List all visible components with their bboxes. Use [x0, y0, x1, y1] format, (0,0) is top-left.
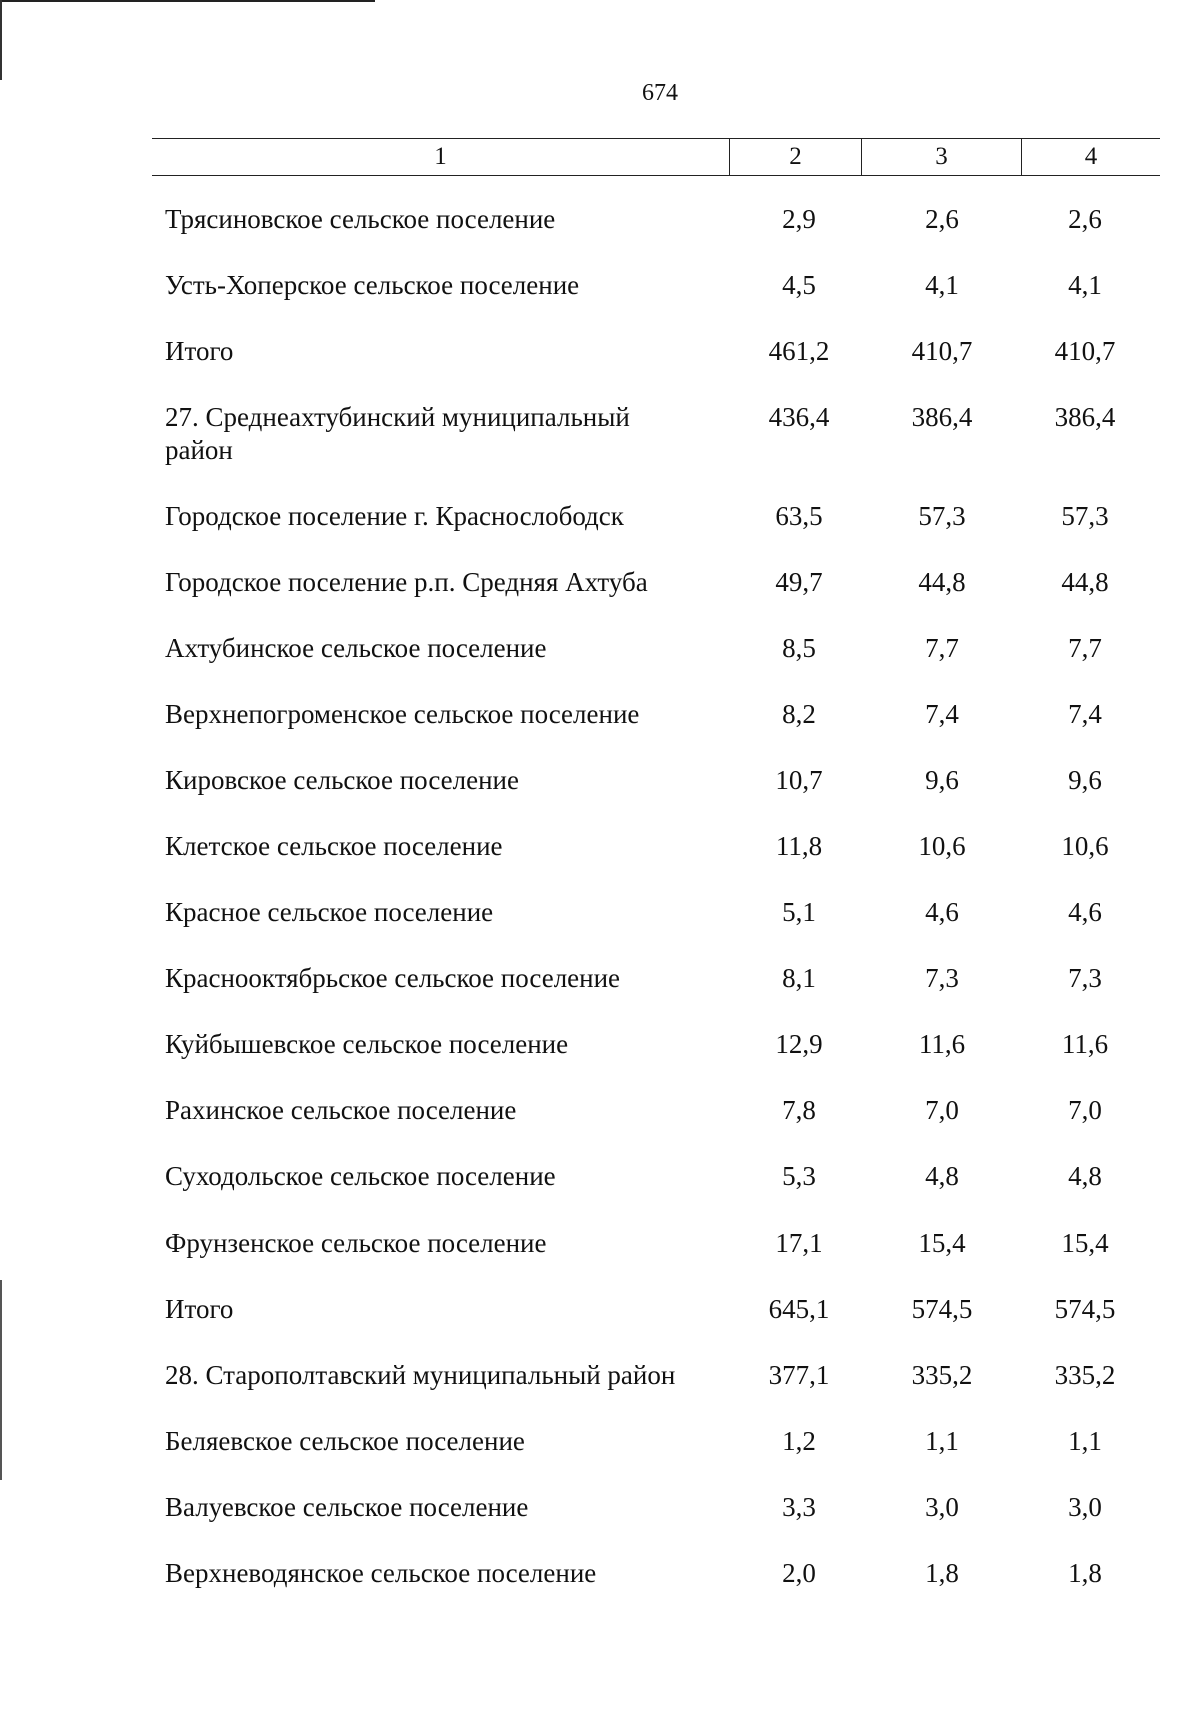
- row-value-col-3: 386,4: [911, 402, 973, 432]
- row-value-col-3: 57,3: [918, 501, 966, 531]
- row-value-col-4: 9,6: [1068, 765, 1102, 795]
- row-value-col-4: 4,1: [1068, 270, 1102, 300]
- row-value-col-4: 7,0: [1068, 1095, 1102, 1125]
- row-value-col-3: 44,8: [918, 567, 966, 597]
- row-value-col-4: 4,6: [1068, 897, 1102, 927]
- row-name: Кировское сельское поселение: [165, 765, 519, 795]
- row-name: Трясиновское сельское поселение: [165, 204, 556, 234]
- row-value-col-2: 2,9: [782, 204, 816, 234]
- row-name: Итого: [165, 1294, 234, 1324]
- row-name: Верхневодянское сельское поселение: [165, 1558, 597, 1588]
- row-value-col-4: 7,7: [1068, 633, 1102, 663]
- row-name: Валуевское сельское поселение: [165, 1492, 529, 1522]
- header-col-1: 1: [152, 139, 730, 175]
- row-value-col-4: 335,2: [1054, 1360, 1116, 1390]
- row-value-col-3: 11,6: [918, 1029, 966, 1059]
- table-header: [152, 138, 1160, 176]
- row-value-col-4: 7,4: [1068, 699, 1102, 729]
- row-value-col-4: 3,0: [1068, 1492, 1102, 1522]
- row-name: Итого: [165, 336, 234, 366]
- row-value-col-3: 410,7: [911, 336, 973, 366]
- row-name: Городское поселение г. Краснослободск: [165, 501, 624, 531]
- row-value-col-3: 4,6: [925, 897, 959, 927]
- row-value-col-4: 386,4: [1054, 402, 1116, 432]
- row-value-col-3: 7,4: [925, 699, 959, 729]
- row-value-col-3: 574,5: [911, 1294, 973, 1324]
- row-name: 28. Старополтавский муниципальный район: [165, 1360, 676, 1390]
- row-name: Куйбышевское сельское поселение: [165, 1029, 569, 1059]
- scan-border-top: [0, 0, 375, 2]
- row-value-col-3: 7,7: [925, 633, 959, 663]
- row-value-col-2: 11,8: [775, 831, 823, 861]
- page-number: 674: [642, 80, 678, 106]
- row-name: Фрунзенское сельское поселение: [165, 1228, 547, 1258]
- row-value-col-2: 10,7: [775, 765, 823, 795]
- row-value-col-3: 1,1: [925, 1426, 959, 1456]
- row-value-col-4: 44,8: [1061, 567, 1109, 597]
- row-value-col-3: 15,4: [918, 1228, 966, 1258]
- row-name: Верхнепогроменское сельское поселение: [165, 699, 640, 729]
- row-value-col-2: 12,9: [775, 1029, 823, 1059]
- row-value-col-2: 8,2: [782, 699, 816, 729]
- row-value-col-2: 4,5: [782, 270, 816, 300]
- row-value-col-2: 436,4: [768, 402, 830, 432]
- row-value-col-3: 4,8: [925, 1161, 959, 1191]
- row-value-col-4: 57,3: [1061, 501, 1109, 531]
- row-name: Ахтубинское сельское поселение: [165, 633, 547, 663]
- row-value-col-2: 461,2: [768, 336, 830, 366]
- row-value-col-3: 7,0: [925, 1095, 959, 1125]
- row-value-col-2: 7,8: [782, 1095, 816, 1125]
- row-value-col-3: 1,8: [925, 1558, 959, 1588]
- row-name: Красное сельское поселение: [165, 897, 494, 927]
- header-col-4: 4: [1084, 143, 1098, 170]
- row-value-col-3: 2,6: [925, 204, 959, 234]
- row-value-col-4: 1,1: [1068, 1426, 1102, 1456]
- row-name: Рахинское сельское поселение: [165, 1095, 517, 1125]
- row-value-col-2: 645,1: [768, 1294, 830, 1324]
- row-value-col-4: 7,3: [1068, 963, 1102, 993]
- row-value-col-2: 2,0: [782, 1558, 816, 1588]
- row-value-col-2: 8,5: [782, 633, 816, 663]
- row-name: Клетское сельское поселение: [165, 831, 503, 861]
- row-value-col-3: 3,0: [925, 1492, 959, 1522]
- row-name: 27. Среднеахтубинский муниципальный район: [165, 402, 630, 465]
- row-name: Беляевское сельское поселение: [165, 1426, 525, 1456]
- row-value-col-2: 5,1: [782, 897, 816, 927]
- header-col-2: 2: [730, 139, 862, 175]
- row-value-col-3: 9,6: [925, 765, 959, 795]
- row-value-col-2: 63,5: [775, 501, 823, 531]
- row-name: Краснооктябрьское сельское поселение: [165, 963, 621, 993]
- row-value-col-3: 7,3: [925, 963, 959, 993]
- row-value-col-4: 10,6: [1061, 831, 1109, 861]
- row-value-col-2: 49,7: [775, 567, 823, 597]
- row-value-col-4: 574,5: [1054, 1294, 1116, 1324]
- row-value-col-4: 11,6: [1061, 1029, 1109, 1059]
- row-value-col-2: 8,1: [782, 963, 816, 993]
- row-value-col-4: 4,8: [1068, 1161, 1102, 1191]
- row-value-col-2: 377,1: [768, 1360, 830, 1390]
- row-name: Усть-Хоперское сельское поселение: [165, 270, 580, 300]
- row-value-col-4: 2,6: [1068, 204, 1102, 234]
- row-name: Городское поселение р.п. Средняя Ахтуба: [165, 567, 648, 597]
- row-value-col-2: 5,3: [782, 1161, 816, 1191]
- row-value-col-2: 17,1: [775, 1228, 823, 1258]
- row-name: Суходольское сельское поселение: [165, 1161, 556, 1191]
- scan-border-left: [0, 0, 2, 1723]
- header-col-3: 3: [862, 139, 1022, 175]
- row-value-col-4: 15,4: [1061, 1228, 1109, 1258]
- row-value-col-4: 410,7: [1054, 336, 1116, 366]
- row-value-col-2: 3,3: [782, 1492, 816, 1522]
- row-value-col-2: 1,2: [782, 1426, 816, 1456]
- row-value-col-3: 335,2: [911, 1360, 973, 1390]
- row-value-col-3: 10,6: [918, 831, 966, 861]
- row-value-col-3: 4,1: [925, 270, 959, 300]
- row-value-col-4: 1,8: [1068, 1558, 1102, 1588]
